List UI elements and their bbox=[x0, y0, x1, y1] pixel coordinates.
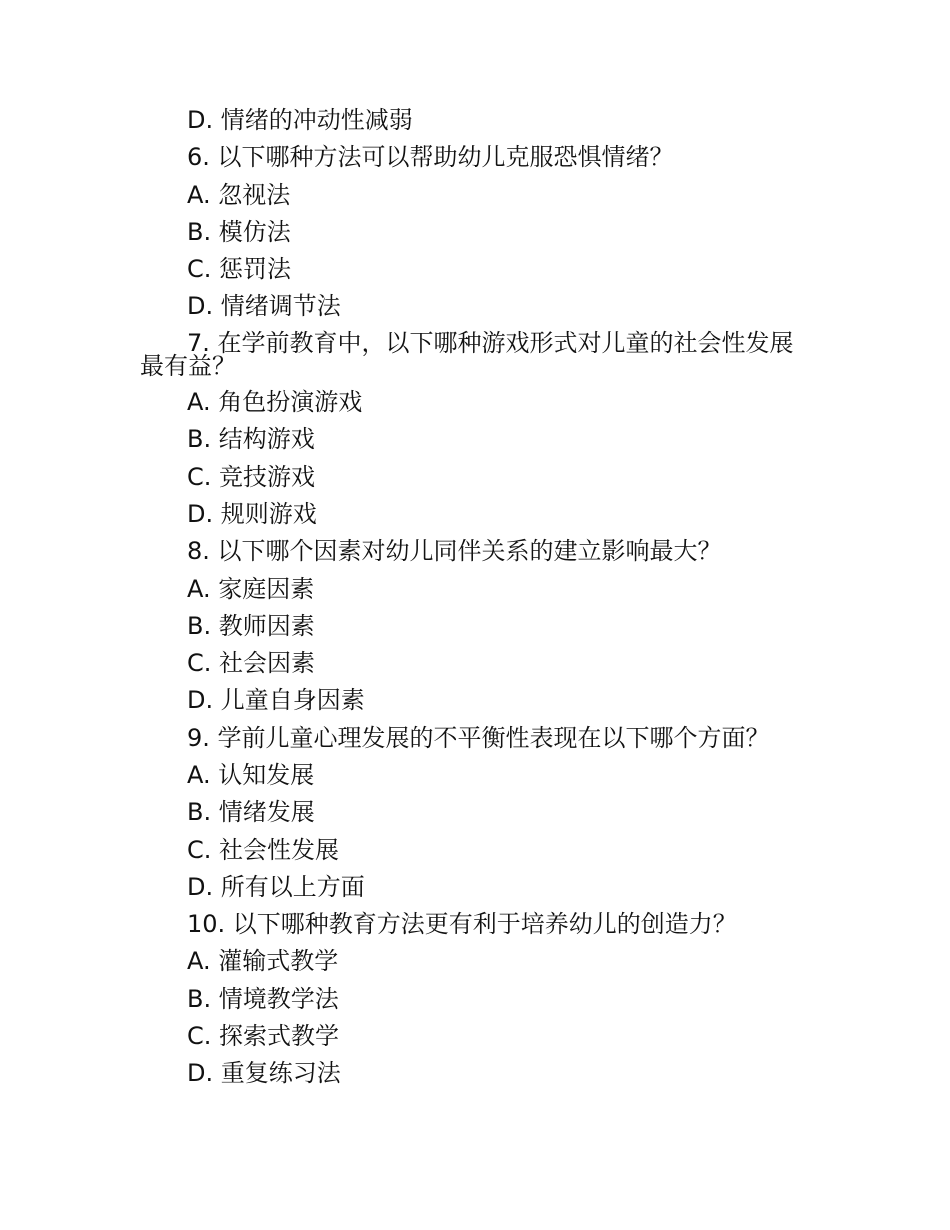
option-7a: A. 角色扮演游戏 bbox=[187, 388, 363, 416]
option-10a: A. 灌输式教学 bbox=[187, 947, 339, 975]
question-9: 9. 学前儿童心理发展的不平衡性表现在以下哪个方面？ bbox=[187, 724, 770, 752]
option-8d: D. 儿童自身因素 bbox=[187, 686, 365, 714]
option-8a: A. 家庭因素 bbox=[187, 575, 315, 603]
option-7b: B. 结构游戏 bbox=[187, 425, 315, 453]
question-10: 10. 以下哪种教育方法更有利于培养幼儿的创造力？ bbox=[187, 910, 737, 938]
option-9a: A. 认知发展 bbox=[187, 761, 315, 789]
option-6b: B. 模仿法 bbox=[187, 218, 291, 246]
option-8c: C. 社会因素 bbox=[187, 649, 316, 677]
option-9d: D. 所有以上方面 bbox=[187, 873, 365, 901]
option-5d: D. 情绪的冲动性减弱 bbox=[187, 106, 413, 134]
question-7-continued: 最有益？ bbox=[140, 352, 236, 380]
option-6a: A. 忽视法 bbox=[187, 181, 291, 209]
option-10c: C. 探索式教学 bbox=[187, 1022, 340, 1050]
option-10d: D. 重复练习法 bbox=[187, 1059, 341, 1087]
question-7: 7. 在学前教育中，以下哪种游戏形式对儿童的社会性发展 bbox=[187, 329, 794, 357]
option-10b: B. 情境教学法 bbox=[187, 985, 339, 1013]
option-8b: B. 教师因素 bbox=[187, 612, 315, 640]
question-8: 8. 以下哪个因素对幼儿同伴关系的建立影响最大？ bbox=[187, 537, 722, 565]
option-7d: D. 规则游戏 bbox=[187, 500, 317, 528]
option-7c: C. 竞技游戏 bbox=[187, 463, 316, 491]
question-6: 6. 以下哪种方法可以帮助幼儿克服恐惧情绪？ bbox=[187, 143, 674, 171]
option-9b: B. 情绪发展 bbox=[187, 798, 315, 826]
option-9c: C. 社会性发展 bbox=[187, 836, 340, 864]
option-6c: C. 惩罚法 bbox=[187, 255, 292, 283]
option-6d: D. 情绪调节法 bbox=[187, 292, 341, 320]
